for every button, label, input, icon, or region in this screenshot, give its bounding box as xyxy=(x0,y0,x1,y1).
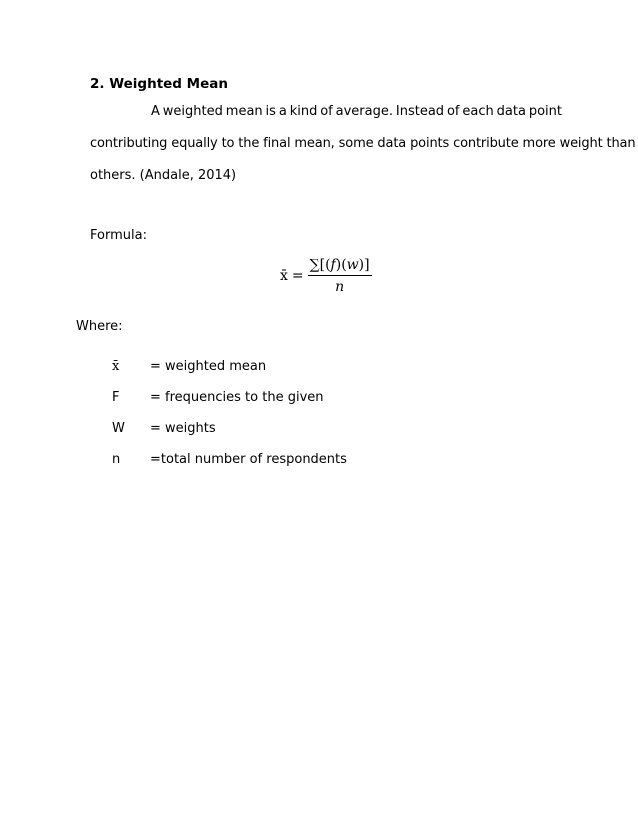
definition-symbol-xbar: x̄ xyxy=(112,359,120,374)
paragraph-word: data xyxy=(496,104,526,119)
formula-fraction xyxy=(308,257,372,295)
paragraph-line-3: others. (Andale, 2014) xyxy=(90,168,237,183)
paragraph-word: A xyxy=(151,104,160,119)
paragraph-word: kind xyxy=(289,104,318,119)
definition-text-respondents: =total number of respondents xyxy=(150,452,347,467)
formula-lhs: x̄ xyxy=(280,268,288,284)
formula-numerator: ∑[(𝑓)(𝑤)] xyxy=(309,257,370,273)
definition-symbol-w: W xyxy=(112,421,125,436)
weighted-mean-formula xyxy=(280,256,372,296)
paragraph-word: point xyxy=(528,104,562,119)
paragraph-line-1 xyxy=(90,104,562,119)
paragraph-word: of xyxy=(320,104,333,119)
where-label: Where: xyxy=(76,319,123,334)
definition-symbol-f: F xyxy=(112,390,120,405)
paragraph-word: Instead xyxy=(395,104,445,119)
definition-symbol-n: n xyxy=(112,452,121,467)
paragraph-word: is xyxy=(265,104,276,119)
paragraph-word: mean xyxy=(225,104,263,119)
paragraph-word: each xyxy=(462,104,494,119)
definition-text-frequencies: = frequencies to the given xyxy=(150,390,324,405)
paragraph-line-2: contributing equally to the final mean, some data points contribute more weight than xyxy=(90,136,636,151)
section-heading: 2. Weighted Mean xyxy=(90,76,228,92)
paragraph-word: average. xyxy=(335,104,393,119)
paragraph-word: weighted xyxy=(162,104,223,119)
paragraph-word: a xyxy=(278,104,287,119)
formula-denominator: 𝑛 xyxy=(335,279,345,295)
formula-equals: = xyxy=(291,268,304,284)
paragraph-word: of xyxy=(446,104,460,119)
definition-text-weights: = weights xyxy=(150,421,216,436)
definition-text-weighted-mean: = weighted mean xyxy=(150,359,267,374)
formula-label: Formula: xyxy=(90,228,147,243)
